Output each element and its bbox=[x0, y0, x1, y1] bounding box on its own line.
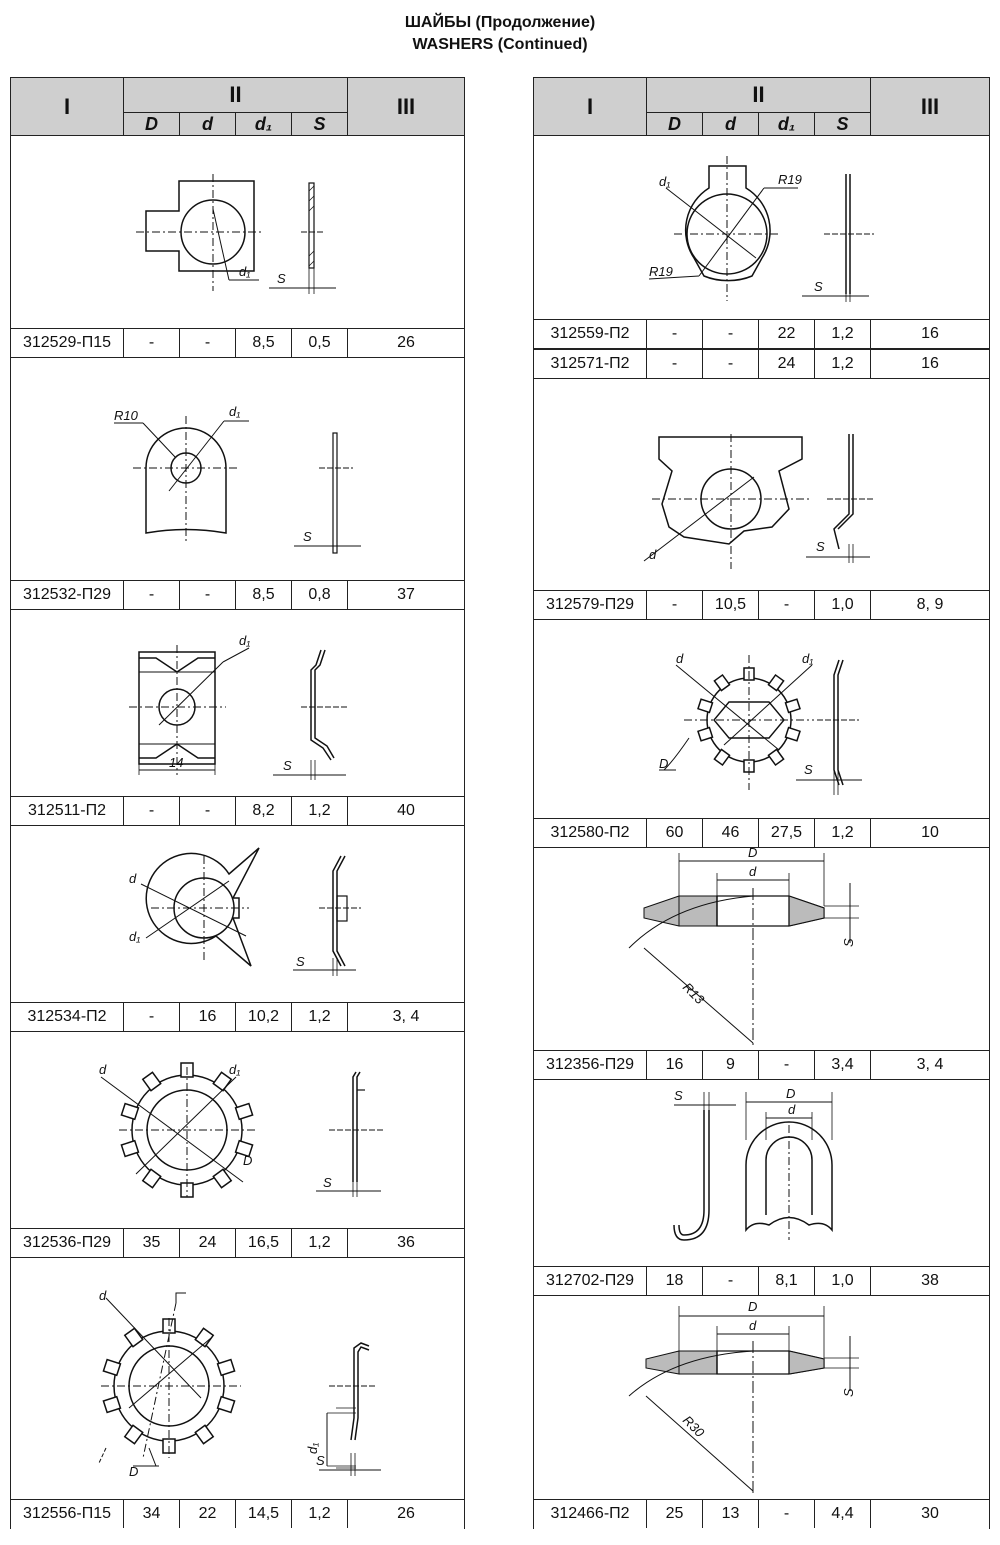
cell-D: - bbox=[123, 1003, 179, 1031]
cell-d: 13 bbox=[702, 1500, 758, 1528]
cell-S: 0,5 bbox=[291, 329, 347, 357]
drawing-312534 bbox=[11, 826, 464, 1002]
cell-code: 312466-П2 bbox=[550, 1505, 630, 1522]
cell-code: 312536-П29 bbox=[22, 1234, 111, 1251]
label-R19-b: R19 bbox=[649, 264, 673, 279]
cell-code: 312702-П29 bbox=[545, 1272, 634, 1289]
header-col-3: III bbox=[870, 78, 989, 135]
cell-III: 30 bbox=[870, 1500, 989, 1528]
cell-D: - bbox=[123, 797, 179, 825]
cell-d1: 27,5 bbox=[758, 819, 814, 847]
cell-code: 312579-П29 bbox=[545, 596, 634, 613]
table-row bbox=[534, 349, 989, 379]
label-d1: d₁ bbox=[129, 929, 141, 944]
label-d: d bbox=[129, 871, 137, 886]
label-d1: d₁ bbox=[305, 1442, 320, 1454]
cell-III: 8, 9 bbox=[870, 591, 989, 619]
label-D: D bbox=[786, 1086, 796, 1101]
header-col-1: I bbox=[586, 93, 594, 119]
cell-III: 38 bbox=[870, 1267, 989, 1295]
cell-III: 16 bbox=[870, 350, 989, 378]
cell-III: 3, 4 bbox=[870, 1051, 989, 1079]
cell-III: 26 bbox=[347, 1500, 464, 1528]
cell-S: 1,2 bbox=[814, 819, 870, 847]
drawing-312536 bbox=[11, 1032, 464, 1228]
cell-d1: - bbox=[758, 1500, 814, 1528]
table-row bbox=[11, 1002, 464, 1032]
drawing-312559 bbox=[534, 136, 989, 319]
cell-d1: 8,5 bbox=[235, 329, 291, 357]
header-sub-d: d bbox=[702, 112, 758, 135]
table-row bbox=[534, 1266, 989, 1296]
cell-d1: 10,2 bbox=[235, 1003, 291, 1031]
drawing-312466 bbox=[534, 1296, 989, 1500]
label-S: S bbox=[674, 1088, 683, 1103]
cell-d: 10,5 bbox=[702, 591, 758, 619]
label-d: d bbox=[749, 1318, 757, 1333]
right-table bbox=[533, 77, 990, 1529]
label-S: S bbox=[283, 758, 292, 773]
cell-d: - bbox=[179, 797, 235, 825]
label-d1: d₁ bbox=[659, 174, 671, 189]
drawing-312580 bbox=[534, 620, 989, 818]
cell-code: 312534-П2 bbox=[27, 1008, 107, 1025]
drawing-312511 bbox=[11, 610, 464, 796]
header-col-2: II bbox=[646, 78, 870, 112]
cell-S: 1,0 bbox=[814, 591, 870, 619]
drawing-312702 bbox=[534, 1080, 989, 1266]
cell-D: 34 bbox=[123, 1500, 179, 1528]
header-sub-D: D bbox=[123, 112, 179, 135]
cell-S: 3,4 bbox=[814, 1051, 870, 1079]
cell-d: 46 bbox=[702, 819, 758, 847]
label-S: S bbox=[303, 529, 312, 544]
label-d: d bbox=[99, 1062, 107, 1077]
cell-D: 35 bbox=[123, 1229, 179, 1257]
table-row bbox=[11, 1499, 464, 1529]
label-d: d bbox=[676, 651, 684, 666]
label-R13: R13 bbox=[679, 979, 708, 1007]
label-d: d bbox=[788, 1102, 796, 1117]
cell-d: 22 bbox=[179, 1500, 235, 1528]
table-row bbox=[534, 1050, 989, 1080]
label-14: 14 bbox=[169, 755, 184, 770]
cell-code: 312356-П29 bbox=[545, 1056, 634, 1073]
table-row bbox=[11, 328, 464, 358]
cell-d1: - bbox=[758, 1051, 814, 1079]
cell-d: - bbox=[179, 581, 235, 609]
table-row bbox=[534, 319, 989, 349]
cell-d1: 22 bbox=[758, 320, 814, 348]
label-S: S bbox=[841, 938, 856, 947]
cell-III: 40 bbox=[347, 797, 464, 825]
drawing-312529 bbox=[11, 136, 464, 328]
label-R19: R19 bbox=[778, 172, 802, 187]
cell-S: 1,2 bbox=[291, 1500, 347, 1528]
cell-S: 4,4 bbox=[814, 1500, 870, 1528]
cell-d1: - bbox=[758, 591, 814, 619]
cell-III: 26 bbox=[347, 329, 464, 357]
header-sub-D: D bbox=[646, 112, 702, 135]
label-S: S bbox=[316, 1453, 325, 1468]
cell-code: 312559-П2 bbox=[550, 325, 630, 342]
label-S: S bbox=[323, 1175, 332, 1190]
label-R30: R30 bbox=[679, 1412, 708, 1440]
cell-d1: 8,1 bbox=[758, 1267, 814, 1295]
header-sub-d: d bbox=[179, 112, 235, 135]
cell-D: - bbox=[646, 320, 702, 348]
cell-III: 10 bbox=[870, 819, 989, 847]
cell-S: 1,2 bbox=[291, 1229, 347, 1257]
label-d1: d₁ bbox=[239, 633, 251, 648]
label-D: D bbox=[243, 1153, 253, 1168]
header-sub-S: S bbox=[291, 112, 347, 135]
cell-code: 312532-П29 bbox=[22, 586, 111, 603]
table-row bbox=[11, 1228, 464, 1258]
header-sub-d1: d₁ bbox=[235, 112, 291, 135]
table-row bbox=[11, 796, 464, 826]
cell-d: - bbox=[179, 329, 235, 357]
table-row bbox=[534, 1499, 989, 1529]
label-d1: d₁ bbox=[239, 264, 251, 279]
table-row bbox=[11, 580, 464, 610]
label-d: d bbox=[99, 1288, 107, 1303]
cell-D: 18 bbox=[646, 1267, 702, 1295]
cell-d: - bbox=[702, 350, 758, 378]
label-S: S bbox=[816, 539, 825, 554]
cell-d: - bbox=[702, 320, 758, 348]
label-d1: d₁ bbox=[229, 1062, 241, 1077]
label-S: S bbox=[277, 271, 286, 286]
header-sub-S: S bbox=[814, 112, 870, 135]
cell-S: 1,2 bbox=[291, 1003, 347, 1031]
table-header bbox=[11, 78, 464, 136]
cell-D: 60 bbox=[646, 819, 702, 847]
cell-S: 1,2 bbox=[291, 797, 347, 825]
label-d1: d₁ bbox=[802, 651, 814, 666]
header-col-3: III bbox=[347, 78, 464, 135]
label-d: d bbox=[749, 864, 757, 879]
cell-D: 25 bbox=[646, 1500, 702, 1528]
cell-d1: 16,5 bbox=[235, 1229, 291, 1257]
cell-d: - bbox=[702, 1267, 758, 1295]
drawing-312532 bbox=[11, 358, 464, 580]
cell-D: - bbox=[123, 329, 179, 357]
cell-S: 1,2 bbox=[814, 350, 870, 378]
cell-code: 312511-П2 bbox=[28, 802, 106, 819]
label-d1: d₁ bbox=[229, 404, 241, 419]
drawing-312556 bbox=[11, 1258, 464, 1500]
header-col-2: II bbox=[123, 78, 347, 112]
cell-III: 16 bbox=[870, 320, 989, 348]
table-row bbox=[534, 818, 989, 848]
table-row bbox=[534, 590, 989, 620]
drawing-312356 bbox=[534, 848, 989, 1050]
cell-D: - bbox=[646, 591, 702, 619]
cell-III: 37 bbox=[347, 581, 464, 609]
cell-III: 3, 4 bbox=[347, 1003, 464, 1031]
label-S: S bbox=[296, 954, 305, 969]
cell-III: 36 bbox=[347, 1229, 464, 1257]
left-table bbox=[10, 77, 465, 1529]
cell-d: 24 bbox=[179, 1229, 235, 1257]
title-ru: ШАЙБЫ (Продолжение) bbox=[404, 14, 596, 31]
header-sub-d1: d₁ bbox=[758, 112, 814, 135]
header-col-1: I bbox=[63, 93, 71, 119]
cell-D: - bbox=[123, 581, 179, 609]
cell-S: 1,2 bbox=[814, 320, 870, 348]
table-header bbox=[534, 78, 989, 136]
cell-d1: 8,5 bbox=[235, 581, 291, 609]
label-d: d bbox=[649, 547, 657, 562]
cell-S: 1,0 bbox=[814, 1267, 870, 1295]
label-D: D bbox=[748, 848, 758, 860]
cell-code: 312580-П2 bbox=[550, 824, 630, 841]
cell-d: 9 bbox=[702, 1051, 758, 1079]
label-S: S bbox=[841, 1388, 856, 1397]
label-S: S bbox=[804, 762, 813, 777]
title-en: WASHERS (Continued) bbox=[412, 36, 588, 53]
label-S: S bbox=[814, 279, 823, 294]
label-D: D bbox=[129, 1464, 139, 1479]
cell-D: - bbox=[646, 350, 702, 378]
cell-d1: 14,5 bbox=[235, 1500, 291, 1528]
cell-d: 16 bbox=[179, 1003, 235, 1031]
cell-S: 0,8 bbox=[291, 581, 347, 609]
label-D: D bbox=[659, 756, 669, 771]
cell-code: 312529-П15 bbox=[22, 334, 111, 351]
cell-d1: 24 bbox=[758, 350, 814, 378]
cell-code: 312556-П15 bbox=[22, 1505, 111, 1522]
cell-code: 312571-П2 bbox=[550, 355, 630, 372]
label-R10: R10 bbox=[114, 408, 138, 423]
drawing-312579 bbox=[534, 379, 989, 590]
cell-d1: 8,2 bbox=[235, 797, 291, 825]
cell-D: 16 bbox=[646, 1051, 702, 1079]
label-D: D bbox=[748, 1299, 758, 1314]
